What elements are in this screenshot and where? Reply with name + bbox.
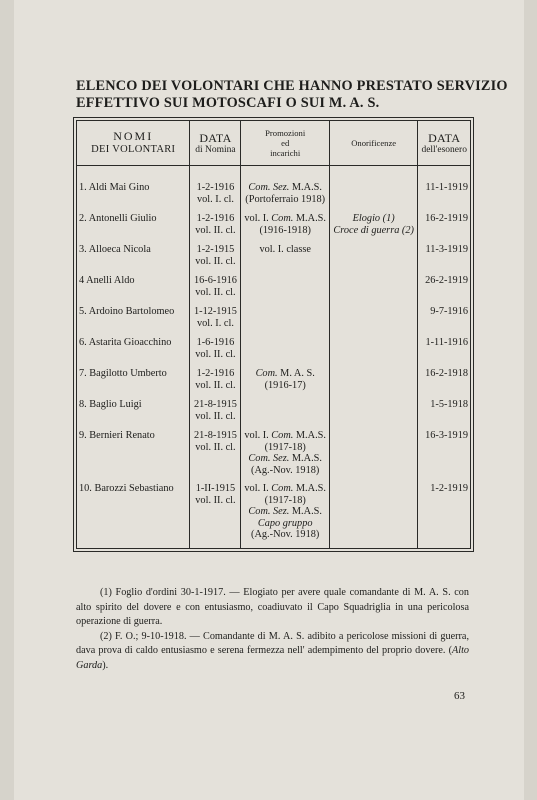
exemption-date: 16-2-1919 <box>418 213 471 244</box>
volunteer-name: 6. Astarita Gioacchino <box>77 337 190 368</box>
promotions <box>241 337 329 368</box>
exemption-date: 26-2-1919 <box>418 275 471 306</box>
volunteer-name: 4 Anelli Aldo <box>77 275 190 306</box>
volunteer-name: 3. Alloeca Nicola <box>77 244 190 275</box>
nomination-date: 21-8-1915 vol. II. cl. <box>190 430 241 483</box>
page-number: 63 <box>454 690 465 702</box>
exemption-date: 11-3-1919 <box>418 244 471 275</box>
promotions: vol. I. Com. M.A.S. (1916-1918) <box>241 213 329 244</box>
table-row <box>77 337 471 368</box>
promotions: Com. M. A. S. (1916-17) <box>241 368 329 399</box>
promotions: Com. Sez. M.A.S. (Portoferraio 1918) <box>241 166 329 214</box>
table-header-row <box>77 121 471 166</box>
exemption-date: 1-11-1916 <box>418 337 471 368</box>
promotions <box>241 275 329 306</box>
title-line-1: ELENCO DEI VOLONTARI CHE HANNO PRESTATO SERVIZIO <box>76 78 508 94</box>
nomination-date: 1-2-1916 vol. I. cl. <box>190 166 241 214</box>
table-row <box>77 275 471 306</box>
promotions: vol. I. Com. M.A.S. (1917-18) Com. Sez. M.A.S. (Ag.-Nov. 1918) <box>241 430 329 483</box>
volunteer-name: 8. Baglio Luigi <box>77 399 190 430</box>
nomination-date: 1-6-1916 vol. II. cl. <box>190 337 241 368</box>
volunteer-name: 2. Antonelli Giulio <box>77 213 190 244</box>
table-row <box>77 483 471 549</box>
title-line-2: EFFETTIVO SUI MOTOSCAFI O SUI M. A. S. <box>76 95 380 111</box>
volunteer-name: 7. Bagilotto Umberto <box>77 368 190 399</box>
honours <box>329 306 417 337</box>
exemption-date: 11-1-1919 <box>418 166 471 214</box>
table-row <box>77 213 471 244</box>
exemption-date: 1-5-1918 <box>418 399 471 430</box>
honours <box>329 244 417 275</box>
volunteers-table <box>76 120 471 549</box>
header-honours: Onorificenze <box>329 121 417 166</box>
exemption-date: 9-7-1916 <box>418 306 471 337</box>
nomination-date: 1-2-1915 vol. II. cl. <box>190 244 241 275</box>
promotions <box>241 399 329 430</box>
footnote-1: (1) Foglio d'ordini 30-1-1917. — Elogiato per avere quale comandante di M. A. S. con alto spirito del dovere e con entusiasmo, coadiuvato il Capo Squadriglia in una pericolosa operazione di guerra. <box>76 587 469 628</box>
table-row <box>77 244 471 275</box>
document-page <box>14 0 524 800</box>
exemption-date: 16-3-1919 <box>418 430 471 483</box>
exemption-date: 16-2-1918 <box>418 368 471 399</box>
table-row <box>77 166 471 214</box>
footnotes <box>76 586 469 674</box>
volunteer-name: 5. Ardoino Bartolomeo <box>77 306 190 337</box>
honours <box>329 430 417 483</box>
honours <box>329 275 417 306</box>
header-nomination-date: DATA di Nomina <box>190 121 241 166</box>
table-row <box>77 306 471 337</box>
footnote-2: (2) F. O.; 9-10-1918. — Comandante di M. A. S. adibito a pericolose missioni di guerra, dava prova di caldo entusiasmo e serena fermezza nell' adempimento del proprio dovere. (Alto Garda). <box>76 630 469 671</box>
header-exemption-date: DATA dell'esonero <box>418 121 471 166</box>
page-title <box>76 78 506 112</box>
header-promotions: Promozioni ed incarichi <box>241 121 329 166</box>
nomination-date: 1-2-1916 vol. II. cl. <box>190 213 241 244</box>
header-names: NOMI DEI VOLONTARI <box>77 121 190 166</box>
honours <box>329 166 417 214</box>
nomination-date: 1-12-1915 vol. I. cl. <box>190 306 241 337</box>
volunteer-name: 1. Aldi Mai Gino <box>77 166 190 214</box>
promotions <box>241 306 329 337</box>
exemption-date: 1-2-1919 <box>418 483 471 549</box>
table-row <box>77 399 471 430</box>
nomination-date: 1-II-1915 vol. II. cl. <box>190 483 241 549</box>
promotions: vol. I. Com. M.A.S. (1917-18) Com. Sez. M.A.S. Capo gruppo (Ag.-Nov. 1918) <box>241 483 329 549</box>
honours <box>329 483 417 549</box>
nomination-date: 1-2-1916 vol. II. cl. <box>190 368 241 399</box>
nomination-date: 16-6-1916 vol. II. cl. <box>190 275 241 306</box>
honours <box>329 368 417 399</box>
volunteer-name: 9. Bernieri Renato <box>77 430 190 483</box>
honours: Elogio (1) Croce di guerra (2) <box>329 213 417 244</box>
table-row <box>77 368 471 399</box>
nomination-date: 21-8-1915 vol. II. cl. <box>190 399 241 430</box>
volunteer-name: 10. Barozzi Sebastiano <box>77 483 190 549</box>
table-row <box>77 430 471 483</box>
promotions: vol. I. classe <box>241 244 329 275</box>
honours <box>329 337 417 368</box>
honours <box>329 399 417 430</box>
